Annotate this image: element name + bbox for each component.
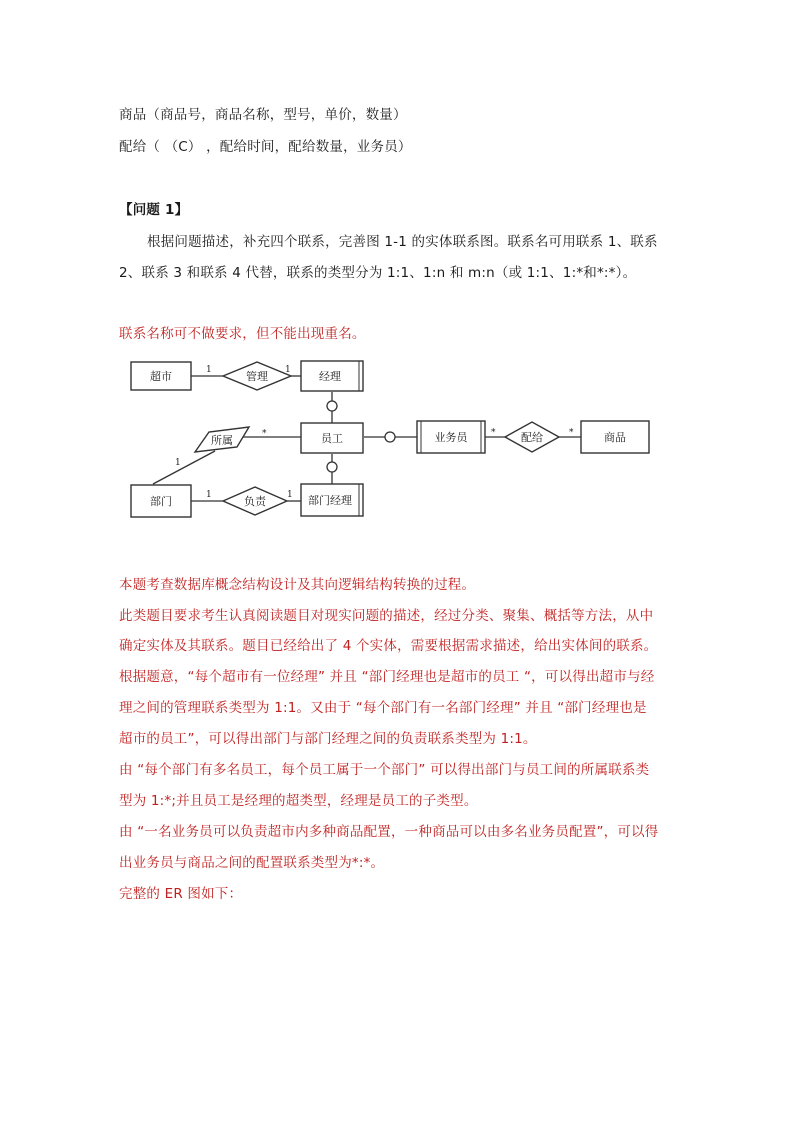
question-heading: 【问题 1】 [119,202,189,218]
svg-text:经理: 经理 [319,370,341,383]
svg-text:配给: 配给 [521,431,543,444]
card-responsible-deptmanager: 1 [287,490,293,500]
entity-salesman [417,421,485,453]
analysis-line2: 此类题目要求考生认真阅读题目对现实问题的描述，经过分类、聚集、概括等方法，从中 [119,608,654,624]
question-text-line2: 2、联系 3 和联系 4 代替，联系的类型分为 1:1、1:n 和 m:n（或 1:1、1:*和*:*）。 [119,265,637,281]
analysis-line4: 根据题意，“每个超市有一位经理” 并且 “部门经理也是超市的员工 “，可以得出超市与经 [119,669,655,685]
analysis-line11: 完整的 ER 图如下： [119,886,243,902]
entity-manager [301,361,363,391]
schema-distribution: 配给（ （C） ，配给时间，配给数量，业务员） [119,139,412,155]
svg-text:负责: 负责 [244,495,266,508]
entity-dept-manager [301,484,363,516]
svg-text:所属: 所属 [211,434,233,447]
edge-department-belong [153,451,215,484]
card-manage-manager: 1 [285,365,291,375]
analysis-line10: 出业务员与商品之间的配置联系类型为*:*。 [119,855,385,871]
question-text-line1: 根据问题描述，补充四个联系，完善图 1-1 的实体联系图。联系名可用联系 1、联系 [147,234,658,250]
svg-text:管理: 管理 [246,370,268,383]
svg-text:员工: 员工 [321,432,343,445]
svg-text:商品: 商品 [604,431,626,444]
entity-employee [301,423,363,453]
analysis-line7: 由 “每个部门有多名员工，每个员工属于一个部门” 可以得出部门与员工间的所属联系类 [119,762,650,778]
relation-belong [195,427,249,452]
analysis-line5: 理之间的管理联系类型为 1:1。又由于 “每个部门有一名部门经理” 并且 “部门经理也是 [119,700,647,716]
svg-text:超市: 超市 [150,370,172,383]
entity-supermarket [131,362,191,390]
analysis-line8: 型为 1:*;并且员工是经理的超类型，经理是员工的子类型。 [119,793,478,809]
entity-goods [581,421,649,453]
svg-text:业务员: 业务员 [434,431,468,444]
schema-goods: 商品（商品号，商品名称，型号，单价，数量） [119,107,407,123]
card-department-responsible: 1 [206,490,212,500]
card-belong-employee: * [262,429,267,439]
card-distribute-goods: * [569,428,574,438]
note-text: 联系名称可不做要求，但不能出现重名。 [119,326,366,342]
card-department-belong: 1 [175,458,181,468]
subtype-circle-salesman [385,432,395,442]
relation-distribute [505,422,559,452]
svg-text:部门经理: 部门经理 [308,494,352,507]
subtype-circle-manager [327,401,337,411]
svg-text:部门: 部门 [150,495,172,508]
relation-responsible [223,487,287,515]
analysis-line3: 确定实体及其联系。题目已经给出了 4 个实体，需要根据需求描述，给出实体间的联系。 [119,638,658,654]
card-salesman-distribute: * [491,428,496,438]
entity-department [131,485,191,517]
analysis-line9: 由 “一名业务员可以负责超市内多种商品配置，一种商品可以由多名业务员配置”，可以得 [119,824,659,840]
analysis-line6: 超市的员工”，可以得出部门与部门经理之间的负责联系类型为 1:1。 [119,731,537,747]
er-diagram [119,348,626,528]
card-supermarket-manage: 1 [206,365,212,375]
subtype-circle-deptmanager [327,462,337,472]
relation-manage [223,362,291,390]
analysis-line1: 本题考查数据库概念结构设计及其向逻辑结构转换的过程。 [119,577,476,593]
